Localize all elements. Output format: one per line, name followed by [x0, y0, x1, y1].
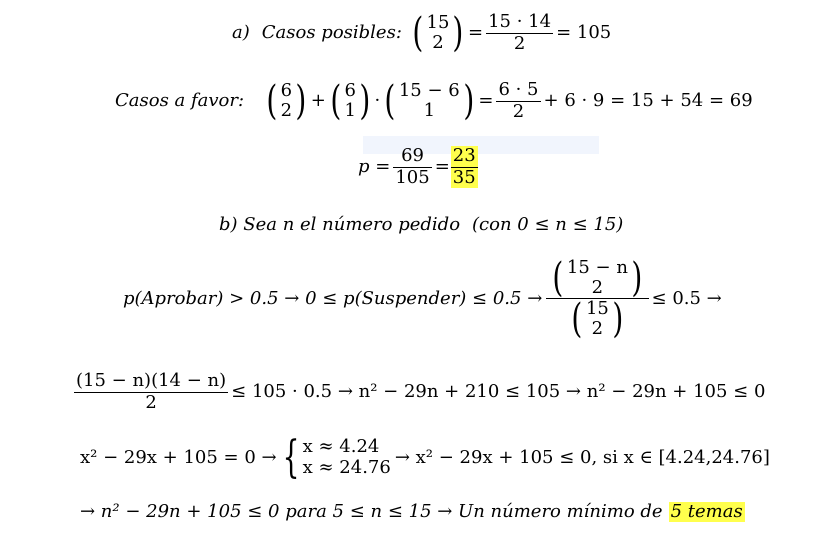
part-b-line: [219, 216, 623, 234]
root-1: x ≈ 4.24: [302, 436, 380, 458]
casos-posibles-result: = 105: [556, 22, 612, 44]
quadratic-equation: x² − 29x + 105 = 0 →: [80, 447, 277, 468]
binom-bot: 2: [280, 100, 293, 122]
frac-den: 105: [395, 166, 430, 188]
binomial-6-1: ( 6 1 ): [330, 78, 371, 125]
final-conclusion-line: [80, 502, 745, 522]
highlighted-answer-23-35: [451, 146, 478, 188]
binom-top: 15: [426, 12, 450, 34]
binom-bot: 1: [344, 100, 356, 122]
frac-den: 2: [513, 32, 526, 54]
fraction-product-over-2: [74, 371, 228, 413]
answer-num: 23: [452, 145, 476, 166]
frac-den: 2: [145, 391, 157, 413]
frac-num: 15 · 14: [488, 11, 552, 32]
binomial-15-2-den: ( 15 2 ): [571, 296, 624, 342]
roots-line: [80, 432, 770, 483]
binomial-6-2: ( 6 2 ): [266, 78, 307, 125]
inequality-left: p(Aprobar) > 0.5 → 0 ≤ p(Suspender) ≤ 0.5 →: [123, 287, 543, 309]
probability-line: p = $\frac{69}{105}$ = $\frac{23}{35}$: [358, 145, 476, 188]
roots-rest: → x² − 29x + 105 ≤ 0, si x ∈ [4.24,24.76]: [394, 447, 770, 468]
binom-top: 6: [344, 80, 356, 102]
highlighted-answer-5-temas: 5 temas: [670, 501, 743, 522]
casos-posibles-line: a) Casos posibles: ( 15 2 ) = $\frac{15 \cdot 14}{2}$ = 105: [232, 10, 612, 57]
casos-posibles-label: Casos posibles:: [261, 22, 402, 44]
casos-favor-line: Casos a favor: ( 6 2 ) + ( 6 1 ) · ( 15 − 6 1 ) = $\frac{6 \cdot 5}{2}$ + 6 · 9 = 15 + 54 = 69: [115, 78, 753, 125]
binomial-15-2: ( 15 2 ): [412, 10, 464, 57]
probability-inequality-line: [123, 255, 722, 342]
part-b-label: b) Sea n el número pedido: [219, 214, 461, 235]
binomial-15-n-2: ( 15 − n 2 ): [552, 255, 643, 301]
binom-bot: 2: [591, 318, 604, 339]
answer-den: 35: [452, 166, 476, 188]
binom-top: 15: [585, 298, 609, 320]
part-a-label: a): [232, 22, 250, 44]
inequality-right: ≤ 0.5 →: [651, 287, 722, 309]
frac-num: 6 · 5: [498, 79, 539, 100]
polynomial-rest: ≤ 105 · 0.5 → n² − 29n + 210 ≤ 105 → n² − 29n + 105 ≤ 0: [231, 381, 766, 403]
frac-num: (15 − n)(14 − n): [76, 370, 227, 391]
binom-bot: 2: [591, 277, 604, 298]
frac-den: 2: [512, 100, 525, 122]
fraction-6x5-over-2: [496, 80, 540, 122]
p-symbol: p: [358, 156, 370, 178]
binom-top: 15 − n: [566, 257, 628, 279]
root-cases: [303, 437, 391, 478]
frac-num: 69: [401, 145, 424, 166]
binomial-9-1: ( 15 − 6 1 ): [384, 78, 475, 125]
binomial-ratio-fraction: [546, 255, 648, 342]
binom-top: 6: [280, 80, 293, 102]
root-2: x ≈ 24.76: [302, 457, 391, 478]
binom-bot: 1: [423, 100, 436, 122]
fraction-15x14-over-2: [486, 12, 553, 54]
casos-favor-result: + 6 · 9 = 15 + 54 = 69: [543, 90, 753, 112]
left-brace: {: [282, 432, 300, 483]
polynomial-line: [74, 371, 765, 413]
final-text: → n² − 29n + 105 ≤ 0 para 5 ≤ n ≤ 15 → Un número mínimo de: [80, 501, 663, 522]
binom-top: 15 − 6: [398, 80, 460, 102]
part-b-range: (con 0 ≤ n ≤ 15): [472, 214, 624, 235]
binom-bot: 2: [432, 32, 444, 54]
fraction-69-over-105: [393, 146, 431, 188]
casos-favor-label: Casos a favor:: [115, 90, 245, 112]
